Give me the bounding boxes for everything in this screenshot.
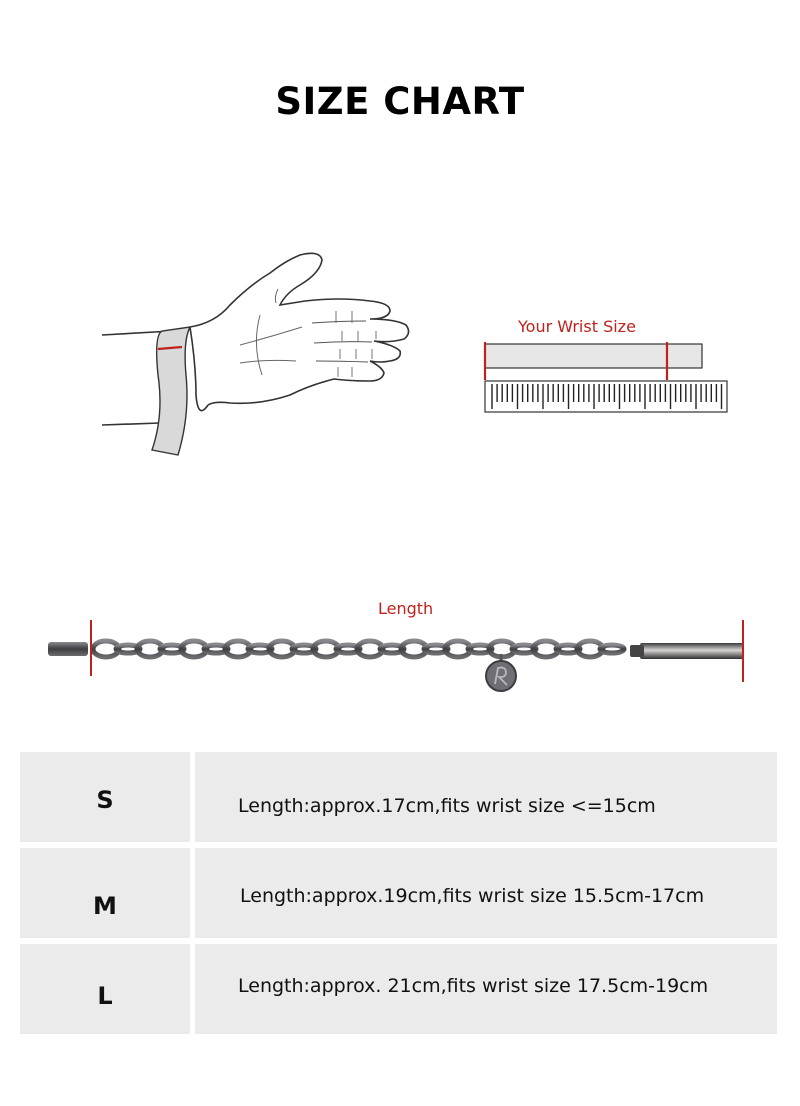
size-description-cell bbox=[195, 944, 777, 1034]
size-row-s bbox=[20, 752, 777, 842]
size-description: Length:approx.19cm,fits wrist size 15.5cm-17cm bbox=[240, 885, 705, 907]
length-label: Length bbox=[378, 599, 434, 618]
size-code: S bbox=[96, 786, 114, 814]
size-row-l bbox=[20, 944, 777, 1034]
bracelet-image bbox=[40, 610, 760, 700]
size-code-cell bbox=[20, 752, 190, 842]
size-code-cell bbox=[20, 944, 190, 1034]
size-description-cell bbox=[195, 752, 777, 842]
page-title: SIZE CHART bbox=[275, 80, 525, 123]
size-row-m bbox=[20, 848, 777, 938]
size-code: M bbox=[93, 892, 117, 920]
wrist-measure-illustration bbox=[90, 245, 420, 460]
size-code: L bbox=[97, 982, 113, 1010]
size-code-cell bbox=[20, 848, 190, 938]
ruler-illustration bbox=[470, 310, 740, 420]
wrist-size-label: Your Wrist Size bbox=[518, 317, 636, 336]
size-description: Length:approx.17cm,fits wrist size <=15cm bbox=[238, 795, 656, 817]
size-description-cell bbox=[195, 848, 777, 938]
size-description: Length:approx. 21cm,fits wrist size 17.5cm-19cm bbox=[238, 975, 709, 997]
